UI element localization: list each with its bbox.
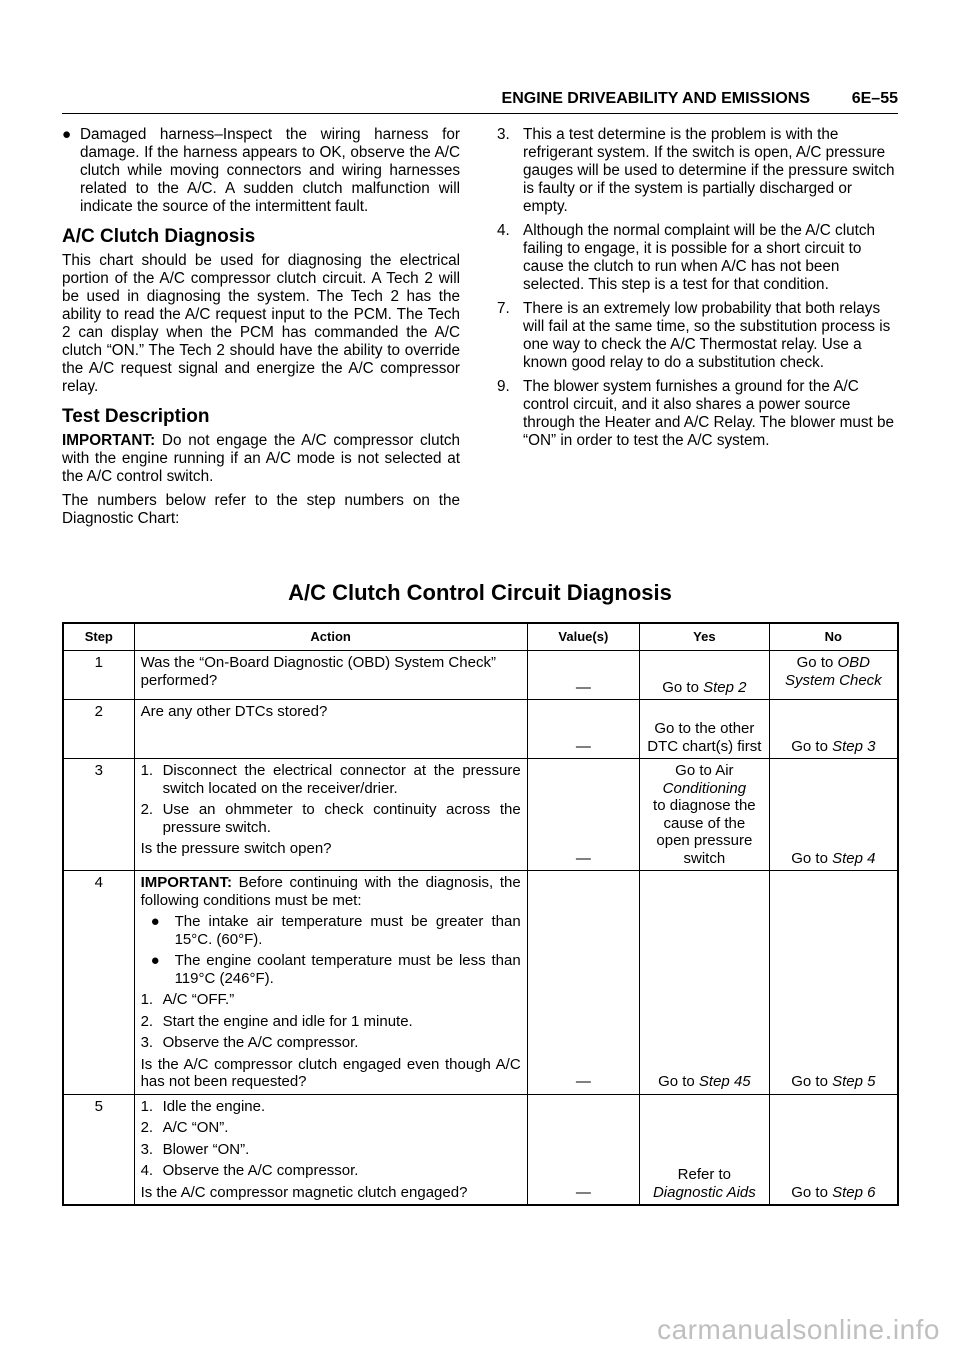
bullet-icon: ● (150, 952, 160, 969)
bullet-icon: ● (62, 126, 72, 143)
yes-link-step-45[interactable]: Step 45 (698, 1073, 751, 1090)
no-link-obd-check[interactable]: OBD System Check (784, 654, 882, 689)
step-value: — (527, 1094, 639, 1205)
watermark: carmanualsonline.info (657, 1314, 940, 1345)
yes-prefix: Refer to (677, 1166, 732, 1183)
chart-title: A/C Clutch Control Circuit Diagnosis (288, 580, 672, 605)
note-number: 4. (497, 222, 510, 239)
yes-link-step-2[interactable]: Step 2 (703, 678, 747, 696)
note-number: 3. (497, 126, 510, 143)
header-rule (62, 113, 898, 114)
action-substep (141, 801, 521, 836)
table-row (63, 651, 898, 700)
substep-number: 1. (140, 762, 154, 779)
note-number: 9. (497, 378, 510, 395)
col-header-step: Step (63, 623, 134, 651)
diagnostic-table (62, 622, 899, 1206)
step-action (134, 759, 527, 871)
note-number: 7. (497, 300, 510, 317)
substep-text: Observe the A/C compressor. (162, 1034, 359, 1051)
bullet-icon: ● (150, 913, 160, 930)
no-prefix: Go to (796, 654, 838, 671)
yes-line: Go to Air (675, 762, 734, 779)
page-header (0, 88, 960, 118)
substep-text: Blower “ON”. (162, 1140, 250, 1158)
action-question: Is the pressure switch open? (140, 840, 332, 857)
step-yes (640, 871, 770, 1095)
important-text: Before continuing with the diagnosis, the following conditions must be met: (140, 874, 521, 909)
substep-text: A/C “ON”. (162, 1119, 229, 1136)
step-action (134, 1094, 527, 1205)
col-header-yes: Yes (640, 623, 770, 651)
substep-number: 1. (140, 991, 154, 1008)
substep-text: Use an ohmmeter to check continuity across the pressure switch. (162, 801, 521, 836)
step-number: 4 (63, 871, 134, 1095)
step-yes (640, 651, 770, 700)
no-prefix: Go to (791, 1183, 833, 1201)
test-note-7 (497, 300, 897, 372)
page-number: 6E–55 (851, 90, 898, 107)
step-value: — (527, 871, 639, 1095)
table-header-row (63, 623, 898, 651)
action-bullet (151, 952, 521, 987)
substep-text: Observe the A/C compressor. (162, 1162, 359, 1179)
step-number: 5 (63, 1094, 134, 1205)
table-row (63, 871, 898, 1095)
action-bullet (151, 913, 521, 948)
step-value: — (527, 651, 639, 700)
step-no (769, 700, 898, 759)
yes-line: to diagnose the cause of the open pressure switch (653, 797, 756, 867)
ac-clutch-paragraph: This chart should be used for diagnosing the electrical portion of the A/C compressor clutch circuit. A Tech 2 will be used in diagnosing the system. The Tech 2 has the ability to read the A/C request input to the PCM. The Tech 2 can display when the PCM has commanded the A/C clutch “ON.” The Tech 2 should have the ability to override the A/C request signal and energize the A/C compressor relay. (62, 252, 460, 395)
yes-prefix: Go to (658, 1073, 699, 1090)
col-header-action: Action (134, 623, 527, 651)
action-substep (141, 1119, 521, 1137)
step-action: Was the “On-Board Diagnostic (OBD) System Check” performed? (134, 651, 527, 700)
table-row (63, 759, 898, 871)
note-text: There is an extremely low probability that both relays will fail at the same time, so the substitution process is one way to check the A/C Thermostat relay. Use a known good relay to do a substitution check. (523, 300, 891, 371)
bullet-text: Damaged harness–Inspect the wiring harness for damage. If the harness appears to OK, observe the A/C clutch while moving connectors and wiring harnesses related to the A/C. A sudden clutch malfunction will indicate the source of the intermittent fault. (80, 126, 460, 215)
step-yes (640, 1094, 770, 1205)
left-column (62, 126, 460, 534)
col-header-no: No (769, 623, 898, 651)
important-label: IMPORTANT: (62, 432, 156, 449)
step-yes (640, 759, 770, 871)
note-text: Although the normal complaint will be the A/C clutch failing to engage, it is possible for a short circuit to cause the clutch to run when A/C has not been selected. This step is a test for that condition. (523, 222, 876, 293)
step-no (769, 1094, 898, 1205)
bullet-text: The engine coolant temperature must be less than 119°C (246°F). (174, 952, 521, 987)
yes-prefix: Go to (662, 678, 704, 696)
right-column (497, 126, 897, 456)
col-header-values: Value(s) (527, 623, 639, 651)
section-heading-test-description: Test Description (62, 406, 210, 427)
table-row (63, 700, 898, 759)
substep-number: 2. (140, 1119, 154, 1136)
substep-text: A/C “OFF.” (162, 991, 235, 1008)
note-text: The blower system furnishes a ground for the A/C control circuit, and it also shares a power source through the Heater and A/C Relay. The blower must be “ON” in order to test the A/C system. (523, 378, 895, 449)
important-label: IMPORTANT: (140, 874, 232, 891)
substep-text: Start the engine and idle for 1 minute. (162, 1012, 413, 1030)
test-note-3 (497, 126, 897, 216)
test-note-4 (497, 222, 897, 294)
step-number: 1 (63, 651, 134, 700)
no-link-step-4[interactable]: Step 4 (832, 849, 876, 867)
step-number: 3 (63, 759, 134, 871)
step-yes: Go to the other DTC chart(s) first (640, 700, 770, 759)
note-text: This a test determine is the problem is with the refrigerant system. If the switch is open, A/C pressure gauges will be used to determine if the pressure switch is faulty or if the system is partially discharged or empty. (523, 126, 895, 215)
substep-number: 4. (140, 1162, 154, 1179)
step-number: 2 (63, 700, 134, 759)
substep-number: 2. (140, 801, 154, 818)
action-substep (141, 991, 521, 1009)
no-prefix: Go to (791, 849, 833, 867)
action-substep (141, 1098, 521, 1116)
no-link-step-5[interactable]: Step 5 (832, 1073, 876, 1090)
no-link-step-3[interactable]: Step 3 (832, 737, 876, 755)
substep-number: 1. (140, 1097, 154, 1115)
table-row (63, 1094, 898, 1205)
step-action (134, 871, 527, 1095)
action-substep (141, 1034, 521, 1052)
section-heading-ac-clutch: A/C Clutch Diagnosis (62, 226, 256, 247)
bullet-text: The intake air temperature must be greater than 15°C. (60°F). (174, 913, 521, 948)
important-note (62, 432, 460, 486)
intermittent-bullet (62, 126, 460, 216)
test-note-9 (497, 378, 897, 450)
important-text: Do not engage the A/C compressor clutch with the engine running if an A/C mode is not selected at the A/C control switch. (62, 432, 460, 485)
yes-link-diagnostic-aids[interactable]: Diagnostic Aids (652, 1183, 756, 1201)
action-substep (141, 1013, 521, 1031)
step-value: — (527, 700, 639, 759)
header-title: ENGINE DRIVEABILITY AND EMISSIONS (501, 90, 810, 107)
substep-number: 3. (140, 1140, 154, 1158)
substep-text: Disconnect the electrical connector at the pressure switch located on the receiver/drier. (162, 762, 521, 797)
step-no (769, 651, 898, 700)
step-value: — (527, 759, 639, 871)
action-question: Is the A/C compressor magnetic clutch engaged? (140, 1183, 468, 1201)
substep-text: Idle the engine. (162, 1097, 266, 1115)
substep-number: 2. (140, 1012, 154, 1030)
no-prefix: Go to (791, 1073, 833, 1090)
step-action: Are any other DTCs stored? (134, 700, 527, 759)
action-substep (141, 1141, 521, 1159)
action-question: Is the A/C compressor clutch engaged even though A/C has not been requested? (140, 1055, 521, 1090)
substep-number: 3. (140, 1034, 154, 1051)
no-link-step-6[interactable]: Step 6 (832, 1183, 876, 1201)
yes-link-air-conditioning[interactable]: Conditioning (662, 779, 747, 797)
step-reference-paragraph: The numbers below refer to the step numbers on the Diagnostic Chart: (62, 492, 460, 527)
action-important (141, 874, 521, 909)
step-no (769, 759, 898, 871)
step-no (769, 871, 898, 1095)
no-prefix: Go to (791, 737, 833, 755)
action-substep (141, 762, 521, 797)
action-substep (141, 1162, 521, 1180)
